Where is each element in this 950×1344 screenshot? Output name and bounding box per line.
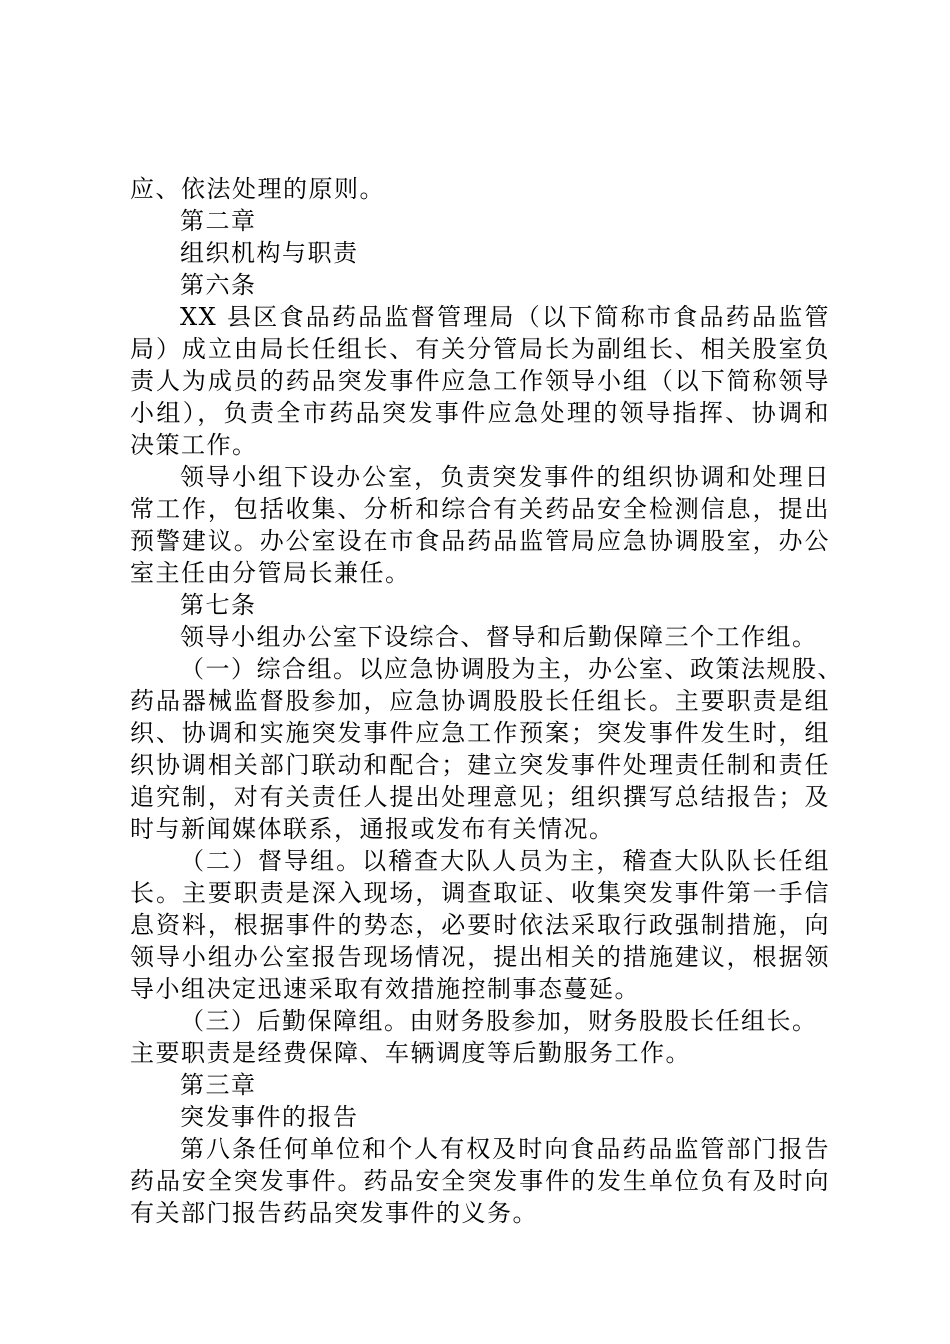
text-line: （二）督导组。以稽查大队人员为主，稽查大队队长任组 xyxy=(180,847,830,875)
text-line: 领导小组办公室报告现场情况，提出相关的措施建议，根据领 xyxy=(130,943,830,971)
article-text-line: 第八条任何单位和个人有权及时向食品药品监管部门报告 xyxy=(180,1135,830,1163)
text-line: 室主任由分管局长兼任。 xyxy=(130,559,411,587)
text-line: 药品器械监督股参加，应急协调股股长任组长。主要职责是组 xyxy=(130,687,830,715)
text-line: 织、协调和实施突发事件应急工作预案；突发事件发生时，组 xyxy=(130,719,830,747)
text-line: 责人为成员的药品突发事件应急工作领导小组（以下简称领导 xyxy=(130,367,830,395)
text-line: 导小组决定迅速采取有效措施控制事态蔓延。 xyxy=(130,975,640,1003)
text-line: 长。主要职责是深入现场，调查取证、收集突发事件第一手信 xyxy=(130,879,830,907)
chapter-heading: 第二章 xyxy=(180,207,257,235)
text-line: 药品安全突发事件。药品安全突发事件的发生单位负有及时向 xyxy=(130,1167,830,1195)
text-line: 常工作，包括收集、分析和综合有关药品安全检测信息，提出 xyxy=(130,495,830,523)
article-heading: 第七条 xyxy=(180,591,257,619)
text-line: 应、依法处理的原则。 xyxy=(130,175,385,203)
text-line: 预警建议。办公室设在市食品药品监管局应急协调股室，办公 xyxy=(130,527,830,555)
text-line: （一）综合组。以应急协调股为主，办公室、政策法规股、 xyxy=(180,655,843,683)
text-line: 局）成立由局长任组长、有关分管局长为副组长、相关股室负 xyxy=(130,335,830,363)
text-line: （三）后勤保障组。由财务股参加，财务股股长任组长。 xyxy=(180,1007,818,1035)
chapter-title: 突发事件的报告 xyxy=(180,1103,359,1131)
text-line: XX 县区食品药品监督管理局（以下简称市食品药品监管 xyxy=(180,303,830,331)
chapter-title: 组织机构与职责 xyxy=(180,239,359,267)
text-line: 小组），负责全市药品突发事件应急处理的领导指挥、协调和 xyxy=(130,399,830,427)
text-line: 有关部门报告药品突发事件的义务。 xyxy=(130,1199,538,1227)
text-line: 领导小组办公室下设综合、督导和后勤保障三个工作组。 xyxy=(180,623,818,651)
text-line: 息资料，根据事件的势态，必要时依法采取行政强制措施，向 xyxy=(130,911,830,939)
text-line: 主要职责是经费保障、车辆调度等后勤服务工作。 xyxy=(130,1039,691,1067)
chapter-heading: 第三章 xyxy=(180,1071,257,1099)
text-line: 时与新闻媒体联系，通报或发布有关情况。 xyxy=(130,815,615,843)
text-line: 领导小组下设办公室，负责突发事件的组织协调和处理日 xyxy=(180,463,830,491)
text-line: 织协调相关部门联动和配合；建立突发事件处理责任制和责任 xyxy=(130,751,830,779)
document-page xyxy=(130,173,843,1229)
text-line: 追究制，对有关责任人提出处理意见；组织撰写总结报告；及 xyxy=(130,783,830,811)
text-line: 决策工作。 xyxy=(130,431,258,459)
article-heading: 第六条 xyxy=(180,271,257,299)
